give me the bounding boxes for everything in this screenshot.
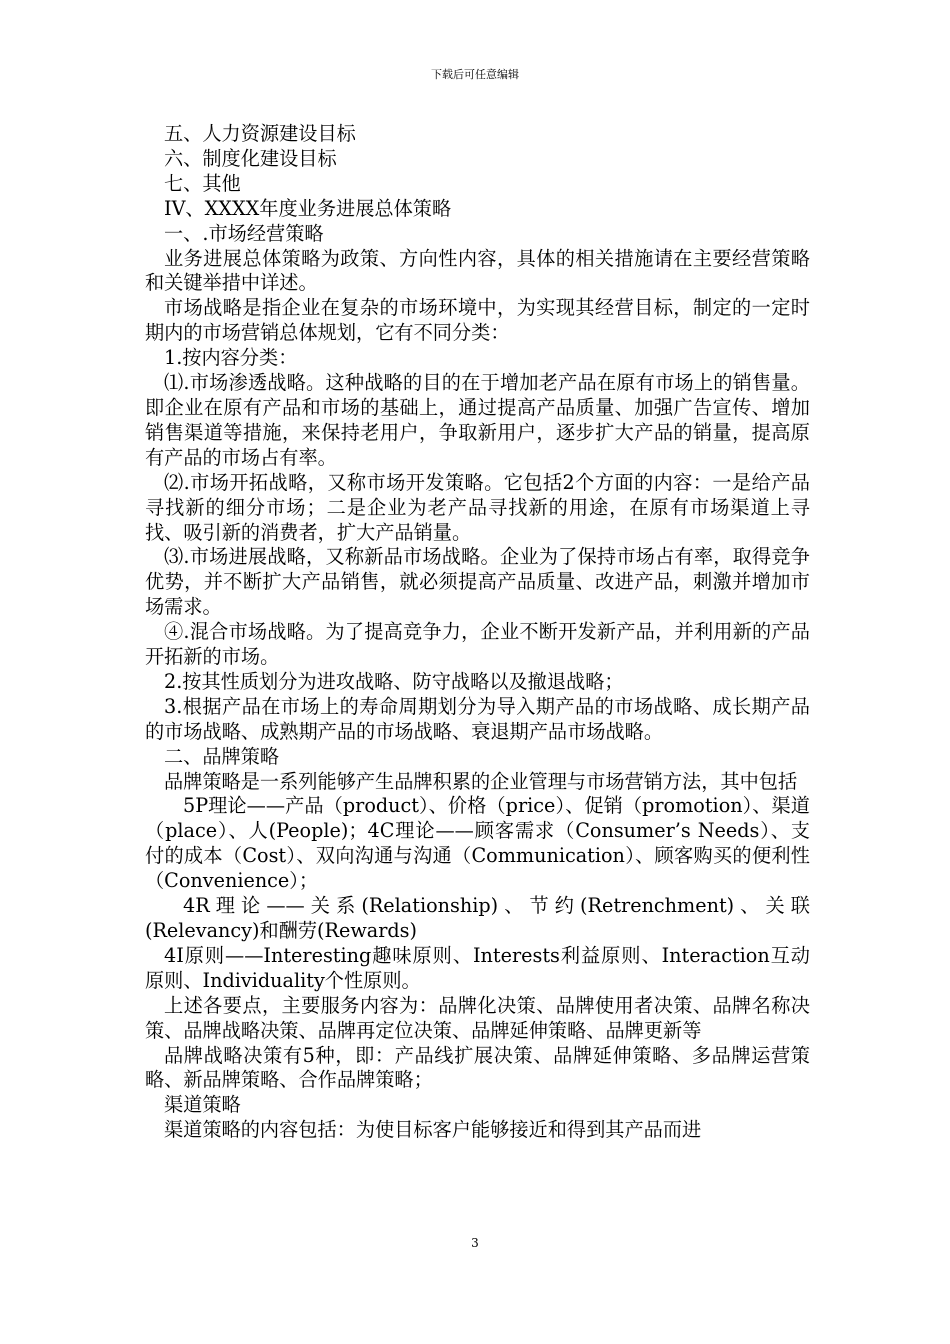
document-body: [145, 122, 810, 1143]
paragraph: 3.根据产品在市场上的寿命周期划分为导入期产品的市场战略、成长期产品的市场战略、成熟期产品的市场战略、衰退期产品市场战略。: [145, 694, 810, 743]
paragraph: 品牌战略决策有5种，即：产品线扩展决策、品牌延伸策略、多品牌运营策略、新品牌策略、合作品牌策略；: [145, 1043, 810, 1092]
paragraph: 上述各要点，主要服务内容为：品牌化决策、品牌使用者决策、品牌名称决策、品牌战略决策、品牌再定位决策、品牌延伸策略、品牌更新等: [145, 993, 810, 1042]
paragraph: 1.按内容分类：: [164, 346, 298, 370]
paragraph: 五、人力资源建设目标: [164, 122, 356, 145]
paragraph: ⑵.市场开拓战略，又称市场开发策略。它包括2个方面的内容：一是给产品寻找新的细分市场；二是企业为老产品寻找新的用途，在原有市场渠道上寻找、吸引新的消费者，扩大产品销量。: [145, 470, 810, 544]
section-heading: IV、XXXX年度业务进展总体策略: [164, 196, 452, 220]
paragraph: 市场战略是指企业在复杂的市场环境中，为实现其经营目标，制定的一定时期内的市场营销总体规划，它有不同分类：: [145, 296, 810, 345]
page-header-note: 下载后可任意编辑: [431, 68, 519, 81]
section-heading: 渠道策略: [164, 1093, 241, 1117]
section-heading: 一、.市场经营策略: [164, 221, 324, 245]
paragraph: ④.混合市场战略。为了提高竞争力，企业不断开发新产品，并利用新的产品开拓新的市场。: [145, 620, 810, 669]
paragraph: 5P理论——产品（product）、价格（price）、促销（promotion）、渠道（place）、人(People)；4C理论——顾客需求（Consumer’s Needs）、支付的成本（Cost）、双向沟通与沟通（Communication）、顾客购买的便利性（Convenience）；: [145, 794, 810, 893]
paragraph: 渠道策略的内容包括：为使目标客户能够接近和得到其产品而进: [164, 1118, 702, 1142]
paragraph: 4R理论——关系(Relationship)、节约(Retrenchment)、关联(Relevancy)和酬劳(Rewards): [145, 894, 810, 942]
paragraph: 七、其他: [164, 171, 241, 195]
paragraph: ⑶.市场进展战略，又称新品市场战略。企业为了保持市场占有率，取得竞争优势，并不断扩大产品销售，就必须提高产品质量、改进产品，刺激并增加市场需求。: [145, 545, 810, 619]
paragraph: 2.按其性质划分为进攻战略、防守战略以及撤退战略；: [164, 669, 624, 693]
paragraph: 业务进展总体策略为政策、方向性内容，具体的相关措施请在主要经营策略和关键举措中详述。: [145, 246, 810, 295]
section-heading: 二、品牌策略: [164, 744, 280, 768]
paragraph: 六、制度化建设目标: [164, 146, 337, 170]
paragraph: 4I原则——Interesting趣味原则、Interests利益原则、Interaction互动原则、Individuality个性原则。: [145, 943, 810, 992]
paragraph: ⑴.市场渗透战略。这种战略的目的在于增加老产品在原有市场上的销售量。即企业在原有产品和市场的基础上，通过提高产品质量、加强广告宣传、增加销售渠道等措施，来保持老用户，争取新用户，逐步扩大产品的销量，提高原有产品的市场占有率。: [145, 371, 810, 469]
page-number: 3: [471, 1236, 479, 1250]
paragraph: 品牌策略是一系列能够产生品牌积累的企业管理与市场营销方法，其中包括: [164, 769, 798, 793]
